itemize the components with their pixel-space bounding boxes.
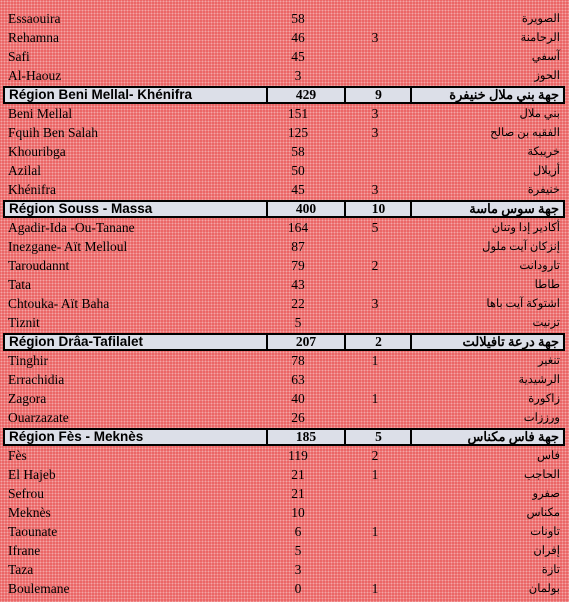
city-count: 1 — [371, 467, 379, 482]
region-total: 185 — [295, 429, 317, 444]
city-total: 3 — [294, 562, 302, 577]
city-name: Sefrou — [8, 486, 44, 501]
city-total: 78 — [291, 353, 305, 368]
city-arabic-name: إنزكان آيت ملول — [482, 241, 560, 253]
region-count: 2 — [375, 334, 382, 349]
city-total: 5 — [294, 315, 302, 330]
column-divider — [344, 86, 346, 104]
city-row — [0, 29, 569, 47]
city-arabic-name: آسفي — [531, 51, 560, 63]
city-name: Agadir-Ida -Ou-Tanane — [8, 220, 135, 235]
city-name: Tiznit — [8, 315, 40, 330]
city-count: 3 — [371, 30, 379, 45]
city-total: 125 — [287, 125, 309, 140]
city-row — [0, 485, 569, 503]
city-arabic-name: صفرو — [532, 488, 560, 500]
region-name: Région Fès - Meknès — [9, 429, 144, 444]
city-arabic-name: فاس — [536, 450, 560, 462]
city-count: 1 — [371, 391, 379, 406]
city-count — [343, 10, 407, 28]
column-divider — [344, 200, 346, 218]
city-row — [0, 257, 569, 275]
column-divider — [266, 428, 268, 446]
city-row — [0, 523, 569, 541]
column-divider — [410, 428, 412, 446]
city-arabic-name: تنغير — [537, 355, 560, 367]
city-count: 5 — [371, 220, 379, 235]
city-arabic-name: أزيلال — [532, 165, 560, 177]
city-name: Rehamna — [8, 30, 59, 45]
city-arabic-name: زاكورة — [528, 393, 560, 405]
city-count — [343, 504, 407, 522]
city-name: Ifrane — [8, 543, 41, 558]
city-row — [0, 580, 569, 598]
city-name: Chtouka- Aït Baha — [8, 296, 110, 311]
city-total: 46 — [291, 30, 305, 45]
city-count — [343, 276, 407, 294]
column-divider — [410, 86, 412, 104]
city-count: 1 — [371, 524, 379, 539]
column-divider — [344, 333, 346, 351]
city-name: Zagora — [8, 391, 47, 406]
region-header-row — [3, 86, 565, 104]
city-arabic-name: تزنيت — [532, 317, 560, 329]
city-arabic-name: تاونات — [530, 526, 560, 538]
city-row — [0, 105, 569, 123]
city-count — [343, 67, 407, 85]
city-name: Taza — [8, 562, 34, 577]
city-arabic-name: بولمان — [528, 583, 560, 595]
city-row — [0, 561, 569, 579]
city-total: 10 — [291, 505, 305, 520]
city-row — [0, 162, 569, 180]
city-count — [343, 143, 407, 161]
city-name: Beni Mellal — [8, 106, 73, 121]
column-divider — [344, 428, 346, 446]
column-divider — [410, 200, 412, 218]
city-count: 3 — [371, 182, 379, 197]
city-row — [0, 276, 569, 294]
city-name: Errachidia — [8, 372, 65, 387]
city-count — [343, 371, 407, 389]
city-arabic-name: خريبكة — [527, 146, 560, 158]
city-row — [0, 219, 569, 237]
city-total: 45 — [291, 182, 305, 197]
city-name: Boulemane — [8, 581, 70, 596]
region-count: 5 — [375, 429, 382, 444]
city-arabic-name: الصويرة — [521, 13, 560, 25]
city-name: Tata — [8, 277, 32, 292]
city-row — [0, 143, 569, 161]
city-name: Fquih Ben Salah — [8, 125, 98, 140]
city-row — [0, 48, 569, 66]
city-row — [0, 181, 569, 199]
city-count: 3 — [371, 125, 379, 140]
city-name: Ouarzazate — [8, 410, 69, 425]
city-count — [343, 238, 407, 256]
city-name: El Hajeb — [8, 467, 56, 482]
city-arabic-name: ورززات — [523, 412, 560, 424]
city-arabic-name: أكادير إدا وتنان — [491, 222, 560, 234]
city-count: 3 — [371, 296, 379, 311]
city-total: 151 — [287, 106, 309, 121]
city-total: 5 — [294, 543, 302, 558]
city-name: Safi — [8, 49, 30, 64]
city-arabic-name: الرشيدية — [518, 374, 560, 386]
city-total: 58 — [291, 144, 305, 159]
city-row — [0, 504, 569, 522]
city-name: Taounate — [8, 524, 58, 539]
city-total: 79 — [291, 258, 305, 273]
region-name: Région Souss - Massa — [9, 201, 153, 216]
region-header-row — [3, 200, 565, 218]
city-row — [0, 542, 569, 560]
region-arabic-name: جهة درعة تافيلالت — [462, 334, 559, 349]
city-count: 2 — [371, 448, 379, 463]
city-row — [0, 466, 569, 484]
city-total: 58 — [291, 11, 305, 26]
city-arabic-name: الرحامنة — [520, 32, 560, 44]
city-total: 87 — [291, 239, 305, 254]
region-arabic-name: جهة فاس مكناس — [467, 429, 559, 444]
city-count — [343, 485, 407, 503]
region-header-row — [3, 428, 565, 446]
city-total: 119 — [288, 448, 308, 463]
city-name: Tinghir — [8, 353, 49, 368]
city-name: Inezgane- Aït Melloul — [8, 239, 128, 254]
city-count: 1 — [371, 353, 379, 368]
city-name: Fès — [8, 448, 27, 463]
city-row — [0, 238, 569, 256]
region-count: 9 — [375, 87, 382, 102]
region-header-row — [3, 333, 565, 351]
city-arabic-name: الحوز — [534, 70, 560, 82]
city-row — [0, 67, 569, 85]
city-name: Essaouira — [8, 11, 61, 26]
city-arabic-name: الحاجب — [523, 469, 560, 481]
city-total: 21 — [291, 467, 305, 482]
region-name: Région Beni Mellal- Khénifra — [9, 87, 193, 102]
city-name: Azilal — [8, 163, 41, 178]
city-arabic-name: تازة — [541, 564, 560, 576]
city-arabic-name: طاطا — [534, 279, 560, 291]
city-count — [343, 314, 407, 332]
region-total: 429 — [295, 87, 317, 102]
city-total: 40 — [291, 391, 305, 406]
city-row — [0, 371, 569, 389]
city-count — [343, 542, 407, 560]
city-arabic-name: إفران — [533, 545, 560, 557]
city-row — [0, 352, 569, 370]
city-arabic-name: مكناس — [526, 507, 560, 519]
region-arabic-name: جهة سوس ماسة — [469, 201, 559, 216]
city-arabic-name: تارودانت — [519, 260, 560, 272]
city-name: Khouribga — [8, 144, 66, 159]
city-total: 3 — [294, 68, 302, 83]
city-total: 43 — [291, 277, 305, 292]
city-row — [0, 295, 569, 313]
city-row — [0, 10, 569, 28]
city-count: 2 — [371, 258, 379, 273]
city-total: 45 — [291, 49, 305, 64]
city-name: Meknès — [8, 505, 51, 520]
city-count: 1 — [371, 581, 379, 596]
city-row — [0, 314, 569, 332]
region-total: 400 — [295, 201, 317, 216]
city-row — [0, 409, 569, 427]
city-total: 26 — [291, 410, 305, 425]
city-total: 0 — [294, 581, 302, 596]
city-name: Taroudannt — [8, 258, 70, 273]
city-row — [0, 124, 569, 142]
city-total: 21 — [291, 486, 305, 501]
city-arabic-name: اشتوكة آيت باها — [486, 298, 560, 310]
city-row — [0, 447, 569, 465]
city-count: 3 — [371, 106, 379, 121]
column-divider — [410, 333, 412, 351]
city-row — [0, 390, 569, 408]
city-count — [343, 162, 407, 180]
city-total: 164 — [287, 220, 309, 235]
city-total: 6 — [294, 524, 302, 539]
city-total: 22 — [291, 296, 305, 311]
column-divider — [266, 200, 268, 218]
region-count: 10 — [371, 201, 386, 216]
city-count — [343, 561, 407, 579]
region-name: Région Drâa-Tafilalet — [9, 334, 144, 349]
city-arabic-name: خنيفرة — [527, 184, 560, 196]
region-arabic-name: جهة بني ملال خنيفرة — [449, 87, 559, 102]
column-divider — [266, 86, 268, 104]
column-divider — [266, 333, 268, 351]
city-name: Al-Haouz — [8, 68, 62, 83]
city-name: Khénifra — [8, 182, 56, 197]
region-total: 207 — [295, 334, 317, 349]
city-total: 50 — [291, 163, 305, 178]
city-total: 63 — [291, 372, 305, 387]
city-count — [343, 409, 407, 427]
city-arabic-name: الفقيه بن صالح — [490, 127, 560, 139]
city-count — [343, 48, 407, 66]
city-arabic-name: بني ملال — [519, 108, 560, 120]
